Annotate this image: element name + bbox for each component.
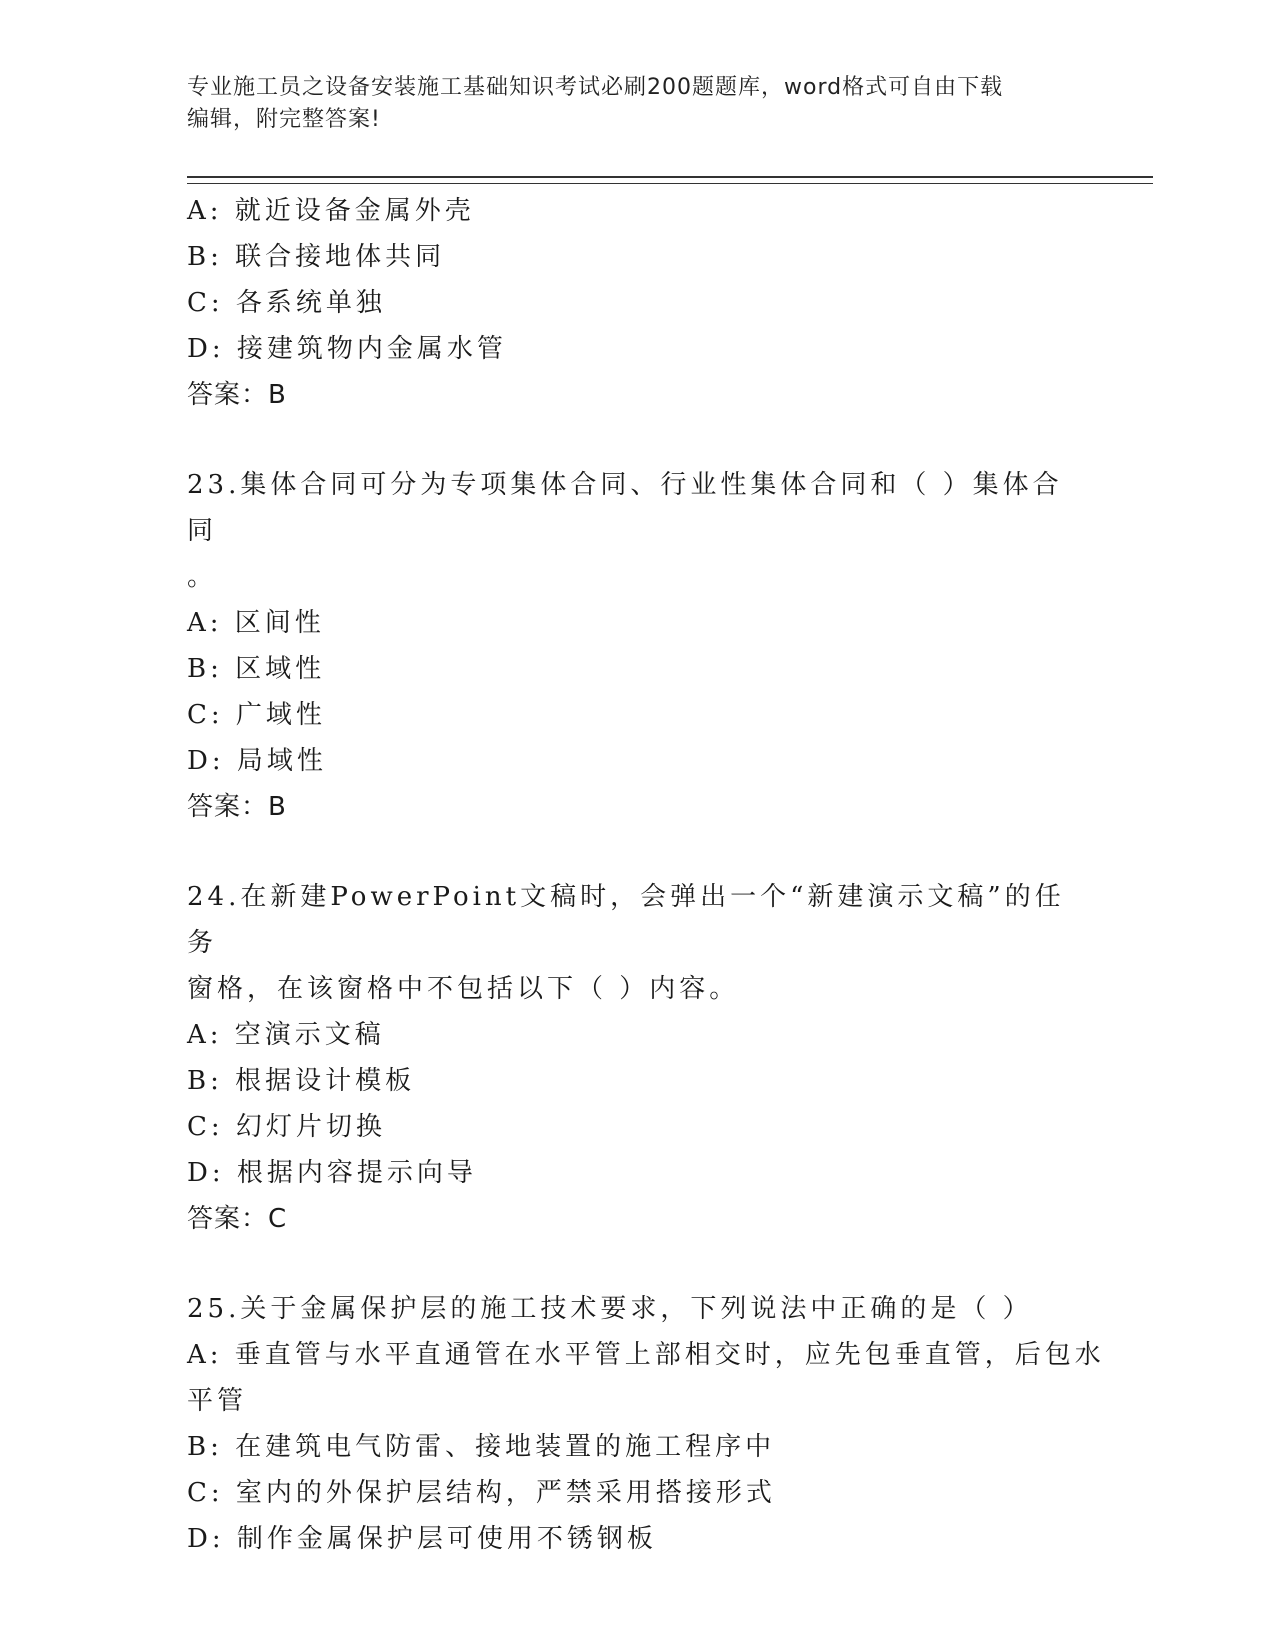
option-d: D: 接建筑物内金属水管	[187, 334, 507, 364]
option-b: B: 联合接地体共同	[187, 242, 446, 272]
spacer	[187, 1242, 1087, 1286]
question-24	[187, 874, 1087, 1242]
header-divider	[187, 176, 1153, 184]
answer-line: 答案：B	[187, 380, 287, 410]
option-a: A: 区间性	[187, 608, 325, 638]
spacer	[187, 830, 1087, 874]
option-a-cont: 平管	[187, 1386, 248, 1416]
option-d: D: 根据内容提示向导	[187, 1158, 477, 1188]
question-title-cont: 窗格，在该窗格中不包括以下（ ）内容。	[187, 974, 740, 1004]
option-d: D: 局域性	[187, 746, 327, 776]
option-c: C: 幻灯片切换	[187, 1112, 386, 1142]
option-d: D: 制作金属保护层可使用不锈钢板	[187, 1524, 657, 1554]
question-23	[187, 462, 1087, 830]
option-c: C: 各系统单独	[187, 288, 386, 318]
option-b: B: 区域性	[187, 654, 326, 684]
option-c: C: 室内的外保护层结构，严禁采用搭接形式	[187, 1478, 776, 1508]
question-25	[187, 1286, 1105, 1562]
option-a: A: 垂直管与水平直通管在水平管上部相交时，应先包垂直管，后包水	[187, 1340, 1105, 1370]
answer-line: 答案：B	[187, 792, 287, 822]
option-b: B: 在建筑电气防雷、接地装置的施工程序中	[187, 1432, 776, 1462]
question-title: 25.关于金属保护层的施工技术要求，下列说法中正确的是（ ）	[187, 1294, 1033, 1324]
option-a: A: 就近设备金属外壳	[187, 196, 475, 226]
answer-line: 答案：C	[187, 1204, 288, 1234]
question-list	[187, 188, 1105, 1562]
option-b: B: 根据设计模板	[187, 1066, 416, 1096]
question-22	[187, 188, 1087, 418]
question-title: 23.集体合同可分为专项集体合同、行业性集体合同和（ ）集体合同	[187, 470, 1063, 546]
option-a: A: 空演示文稿	[187, 1020, 385, 1050]
question-title: 24.在新建PowerPoint文稿时，会弹出一个“新建演示文稿”的任务	[187, 882, 1065, 958]
spacer	[187, 418, 1087, 462]
header-line-2: 编辑，附完整答案!	[187, 107, 381, 132]
question-title-cont: 。	[187, 562, 218, 592]
option-c: C: 广域性	[187, 700, 326, 730]
document-header	[187, 72, 1087, 136]
header-line-1: 专业施工员之设备安装施工基础知识考试必刷200题题库，word格式可自由下载	[187, 75, 1004, 100]
